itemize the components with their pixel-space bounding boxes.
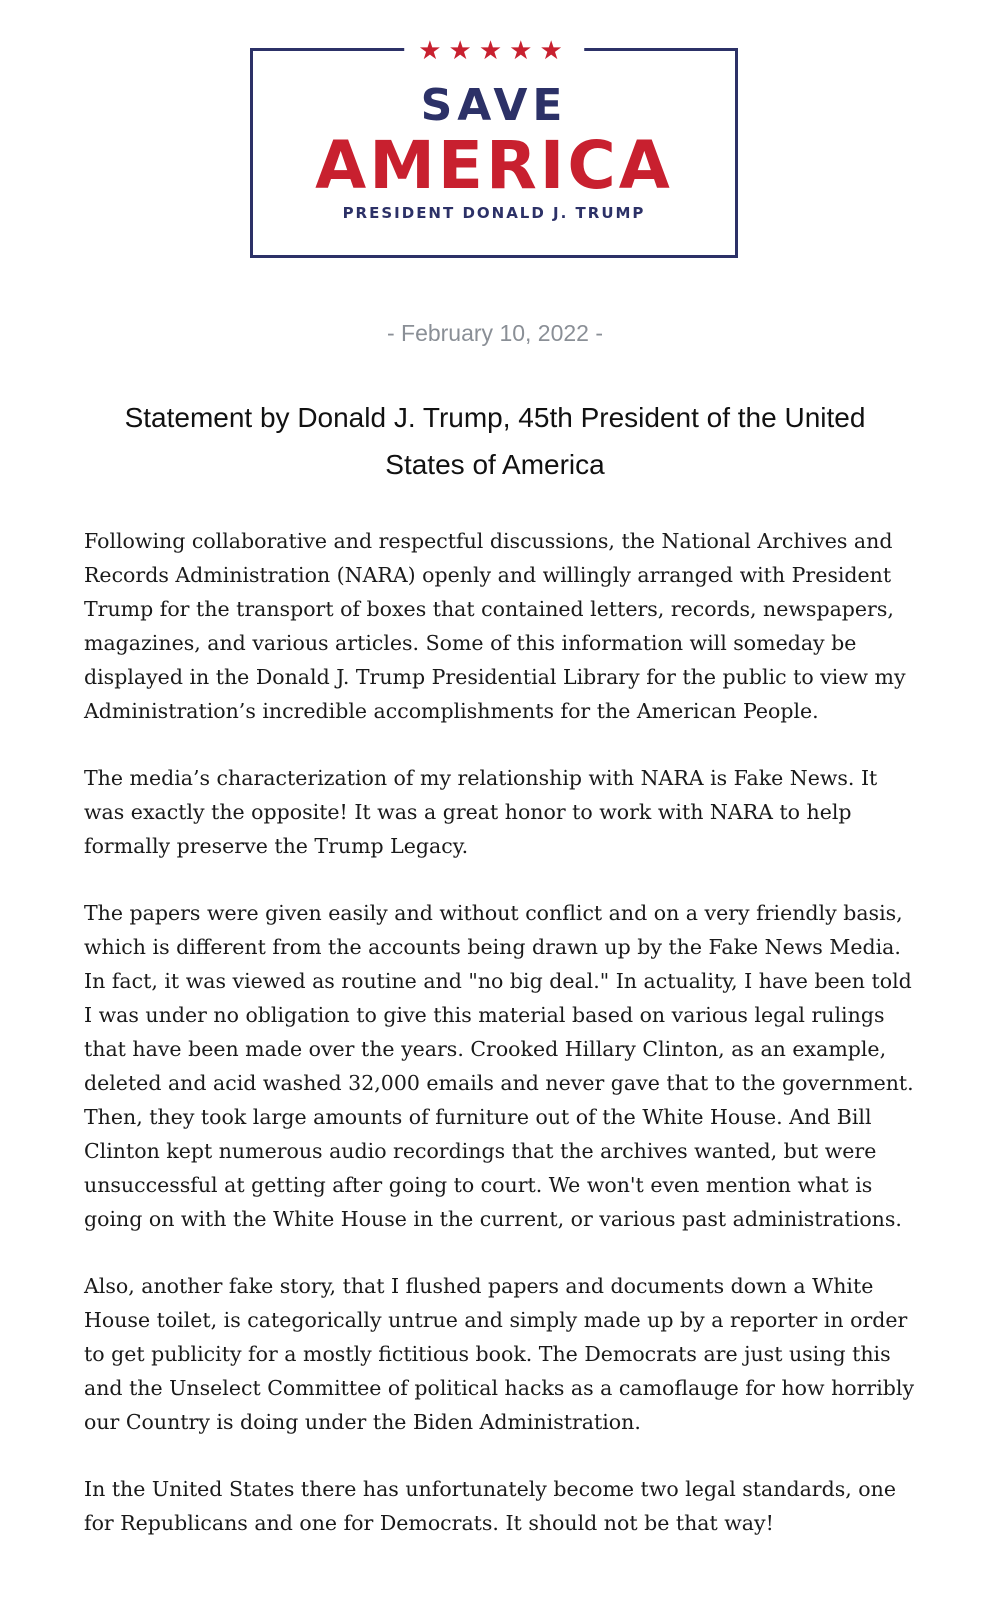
paragraph-3: The papers were given easily and without conflict and on a very friendly basis, which is different from the accounts being drawn up by the Fake News Media. In fact, it was viewed as routine and "no big deal." In actuality, I have been told I was under no obligation to give this material based on various legal rulings that have been made over the years. Crooked Hillary Clinton, as an example, deleted and acid washed 32,000 emails and never gave that to the government. Then, they took large amounts of furniture out of the White House. And Bill Clinton kept numerous audio recordings that the archives wanted, but were unsuccessful at getting after going to court. We won't even mention what is going on with the White House in the current, or various past administrations. <box>84 901 914 1231</box>
paragraph-2: The media’s characterization of my relationship with NARA is Fake News. It was exactly the opposite! It was a great honor to work with NARA to help formally preserve the Trump Legacy. <box>84 766 878 858</box>
logo-line-subtitle: PRESIDENT DONALD J. TRUMP <box>342 204 646 222</box>
stars-icon: ★★★★★ <box>404 37 584 65</box>
statement-title: Statement by Donald J. Trump, 45th President of the United States of America <box>124 402 866 480</box>
save-america-logo <box>250 36 738 258</box>
statement-date: - February 10, 2022 - <box>386 320 604 346</box>
logo-line-save: SAVE <box>420 80 568 131</box>
logo-line-america: AMERICA <box>315 127 673 204</box>
paragraph-5: In the United States there has unfortunately become two legal standards, one for Republicans and one for Democrats. It should not be that way! <box>84 1477 896 1535</box>
paragraph-1: Following collaborative and respectful discussions, the National Archives and Records Administration (NARA) openly and willingly arranged with President Trump for the transport of boxes that contained letters, records, newspapers, magazines, and various articles. Some of this information will someday be displayed in the Donald J. Trump Presidential Library for the public to view my Administration’s incredible accomplishments for the American People. <box>84 529 906 723</box>
statement-body <box>84 524 922 1573</box>
paragraph-4: Also, another fake story, that I flushed papers and documents down a White House toilet, is categorically untrue and simply made up by a reporter in order to get publicity for a mostly fictitious book. The Democrats are just using this and the Unselect Committee of political hacks as a camoflauge for how horribly our Country is doing under the Biden Administration. <box>84 1274 915 1434</box>
